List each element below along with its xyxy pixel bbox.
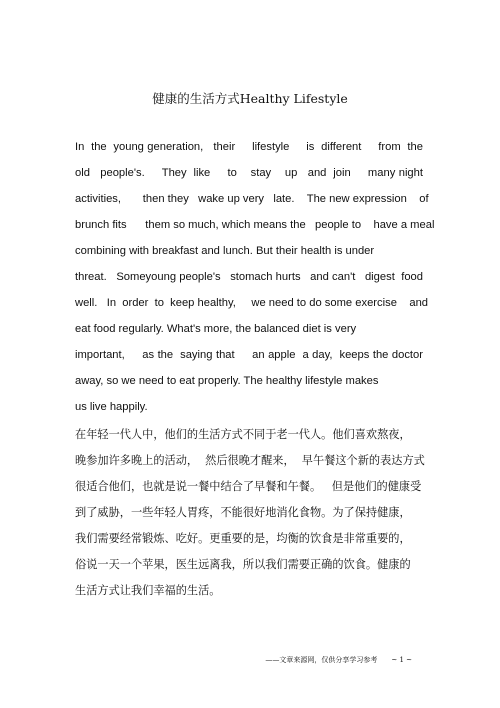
chinese-line: 生活方式让我们幸福的生活。 (75, 584, 221, 597)
page-number: ~ 1 ~ (391, 656, 412, 664)
english-line: threat. Someyoung people's stomach hurts and can't digest food (75, 271, 423, 283)
english-line: well. In order to keep healthy, we need to do some exercise and (75, 297, 429, 309)
document-title: 健康的生活方式Healthy Lifestyle (152, 91, 348, 106)
english-line: combining with breakfast and lunch. But their health is under (75, 245, 375, 257)
english-line: us live happily. (75, 401, 148, 413)
english-line: eat food regularly. What's more, the balanced diet is very (75, 323, 357, 335)
english-line: In the young generation, their lifestyle is different from the (75, 141, 423, 153)
chinese-line: 到了威胁，一些年轻人胃疼，不能很好地消化食物。为了保持健康， (75, 506, 411, 519)
chinese-line: 俗说一天一个苹果，医生远离我，所以我们需要正确的饮食。健康的 (75, 558, 411, 571)
chinese-line: 很适合他们，也就是说一餐中结合了早餐和午餐。 但是他们的健康受 (75, 480, 422, 493)
english-line: old people's. They like to stay up and join many night (75, 167, 423, 179)
chinese-line: 晚参加许多晚上的活动， 然后很晚才醒来， 早午餐这个新的表达方式 (75, 454, 425, 467)
english-line: brunch fits them so much, which means the people to have a meal (75, 219, 435, 231)
english-line: important, as the saying that an apple a day, keeps the doctor (75, 349, 423, 361)
chinese-line: 我们需要经常锻炼、吃好。更重要的是，均衡的饮食是非常重要的， (75, 532, 411, 545)
page-footer (265, 655, 412, 665)
english-line: away, so we need to eat properly. The healthy lifestyle makes (75, 375, 379, 387)
footer-note: ——文章来源网，仅供分享学习参考 (265, 656, 378, 664)
chinese-line: 在年轻一代人中，他们的生活方式不同于老一代人。他们喜欢熬夜， (75, 428, 411, 441)
english-line: activities, then they wake up very late. The new expression of (75, 193, 429, 205)
